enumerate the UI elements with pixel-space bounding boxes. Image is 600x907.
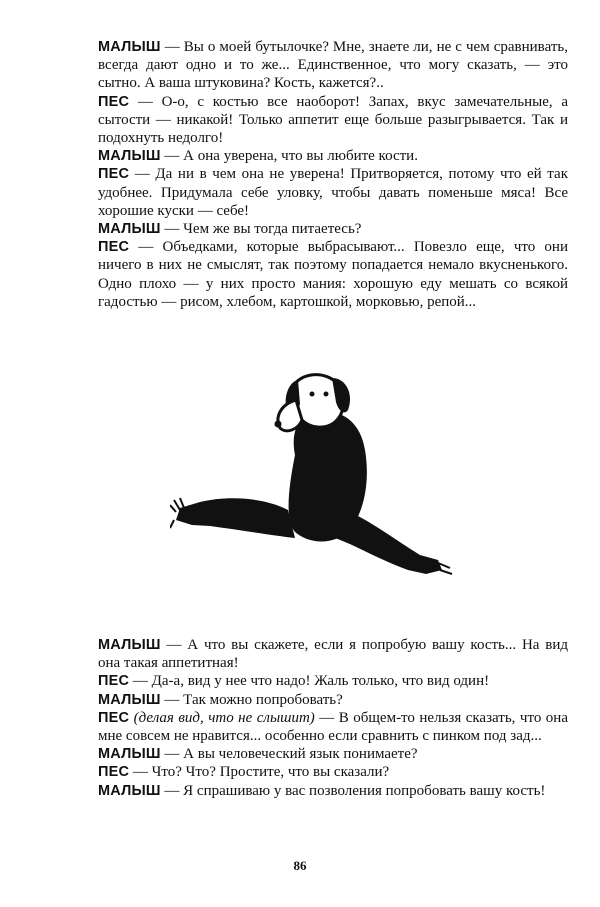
speaker-name: ПЕС [98,93,130,110]
dialogue-text: — Да ни в чем она не уверена! Притворяется, потому что ей так удобнее. Придумала себе уловку, чтобы давать поменьше мяса! Все хорошие куски — себе! [98,166,568,219]
speaker-name: ПЕС [98,673,130,690]
dialogue-line [98,709,568,745]
dialogue-line [98,782,568,800]
dialogue-line [98,165,568,220]
dialogue-line [98,672,568,690]
speaker-name: МАЛЫШ [98,691,161,708]
dialogue-text: — Да-а, вид у нее что надо! Жаль только, что вид один! [129,673,490,690]
dialogue-text: — Так можно попробовать? [160,691,343,708]
dog-doing-splits-illustration [170,360,470,580]
speaker-name: ПЕС [98,709,130,726]
dialogue-text: — Объедками, которые выбрасывают... Повезло еще, что они ничего в них не смыслят, так поэтому попадается немало вкусненького. Одно плохо — у них просто мания: хорошую еду мешать со всякой гадостью — рисом, хлебом, картошкой, морковью, репой... [98,239,568,310]
stage-direction: (делая вид, что не слышит) [129,709,320,726]
dialogue-line [98,745,568,763]
speaker-name: ПЕС [98,239,130,256]
speaker-name: ПЕС [98,166,130,183]
dialogue-line [98,691,568,709]
dialogue-text: — В общем-то нельзя сказать, что она мне совсем не нравится... особенно если сравнить с пинком под зад... [98,709,568,745]
dialogue-text: — А она уверена, что вы любите кости. [160,148,418,165]
dialogue-line [98,147,568,165]
dialogue-text: — Вы о моей бутылочке? Мне, знаете ли, не с чем сравнивать, всегда дают одно и то же... Единственное, что могу сказать, — это сытно. А ваша штуковина? Кость, кажется?.. [98,39,568,92]
dialogue-line [98,38,568,93]
dialogue-text: — Чем же вы тогда питаетесь? [160,221,362,238]
dialogue-text: — А что вы скажете, если я попробую вашу кость... На вид она такая аппетитная! [98,637,568,672]
dialogue-line [98,93,568,148]
dialogue-line [98,220,568,238]
page-number: 86 [293,858,307,873]
dialogue-block-top [98,38,568,311]
speaker-name: МАЛЫШ [98,637,161,653]
speaker-name: МАЛЫШ [98,746,161,763]
speaker-name: МАЛЫШ [98,148,161,165]
dialogue-line [98,763,568,781]
dialogue-text: — А вы человеческий язык понимаете? [160,746,418,763]
speaker-name: ПЕС [98,764,130,781]
dialogue-block-bottom [98,636,568,800]
speaker-name: МАЛЫШ [98,39,161,55]
speaker-name: МАЛЫШ [98,782,161,799]
dialogue-text: — О-о, с костью все наоборот! Запах, вкус замечательные, а сытости — никакой! Только аппетит еще больше разыгрывается. Так и подохнуть недолго! [98,93,568,147]
dialogue-text: — Я спрашиваю у вас позволения попробовать вашу кость! [160,782,546,799]
dialogue-text: — Что? Что? Простите, что вы сказали? [129,764,390,781]
speaker-name: МАЛЫШ [98,221,161,238]
dialogue-line [98,636,568,672]
dialogue-line [98,238,568,311]
